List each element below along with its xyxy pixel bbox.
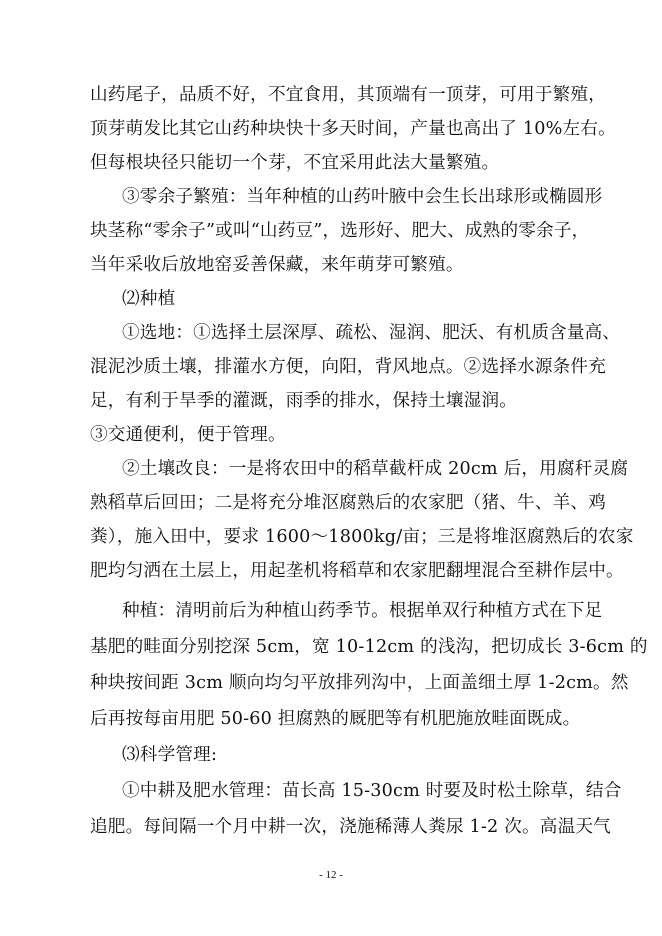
text-line: 山药尾子，品质不好，不宜食用，其顶端有一顶芽，可用于繁殖， — [90, 85, 607, 105]
text-line: 肥均匀洒在土层上，用起垄机将稻草和农家肥翻埋混合至耕作层中。 — [90, 561, 624, 581]
text-line: 顶芽萌发比其它山药种块快十多天时间，产量也高出了 10%左右。 — [90, 119, 616, 139]
text-line: ②土壤改良：一是将农田中的稻草截杆成 20cm 后，用腐秆灵腐 — [122, 459, 629, 479]
text-line: 后再按每亩用肥 50-60 担腐熟的厩肥等有机肥施放畦面既成。 — [90, 709, 581, 729]
text-line: 但每根块径只能切一个芽，不宜采用此法大量繁殖。 — [90, 153, 500, 173]
text-line: 基肥的畦面分别挖深 5cm，宽 10-12cm 的浅沟，把切成长 3-6cm 的 — [90, 637, 648, 657]
section-heading: ⑶科学管理: — [122, 745, 218, 765]
section-heading: ⑵种植 — [122, 289, 176, 309]
text-line: 追肥。每间隔一个月中耕一次，浇施稀薄人粪尿 1-2 次。高温天气 — [90, 817, 611, 837]
text-line: 种块按间距 3cm 顺向均匀平放排列沟中，上面盖细土厚 1-2cm。然 — [90, 673, 629, 693]
text-line: 熟稻草后回田；二是将充分堆沤腐熟后的农家肥（猪、牛、羊、鸡 — [90, 493, 607, 513]
text-line: 种植：清明前后为种植山药季节。根据单双行种植方式在下足 — [122, 601, 603, 621]
text-line: 块茎称“零余子”或叫“山药豆”，选形好、肥大、成熟的零余子， — [90, 221, 590, 241]
text-line: ③零余子繁殖：当年种植的山药叶腋中会生长出球形或椭圆形 — [122, 187, 603, 207]
text-line: 混泥沙质土壤，排灌水方便，向阳，背风地点。②选择水源条件充 — [90, 357, 607, 377]
text-line: 足，有利于旱季的灌溉，雨季的排水，保持土壤湿润。 — [90, 391, 518, 411]
text-line: ③交通便利，便于管理。 — [90, 425, 286, 445]
text-line: 粪），施入田中，要求 1600～1800kg/亩；三是将堆沤腐熟后的农家 — [90, 527, 634, 547]
text-line: ①选地：①选择土层深厚、疏松、湿润、肥沃、有机质含量高、 — [122, 323, 621, 343]
text-line: 当年采收后放地窑妥善保藏，来年萌芽可繁殖。 — [90, 255, 464, 275]
page-number: - 12 - — [319, 869, 343, 881]
text-line: ①中耕及肥水管理：苗长高 15-30cm 时要及时松土除草，结合 — [122, 781, 622, 801]
